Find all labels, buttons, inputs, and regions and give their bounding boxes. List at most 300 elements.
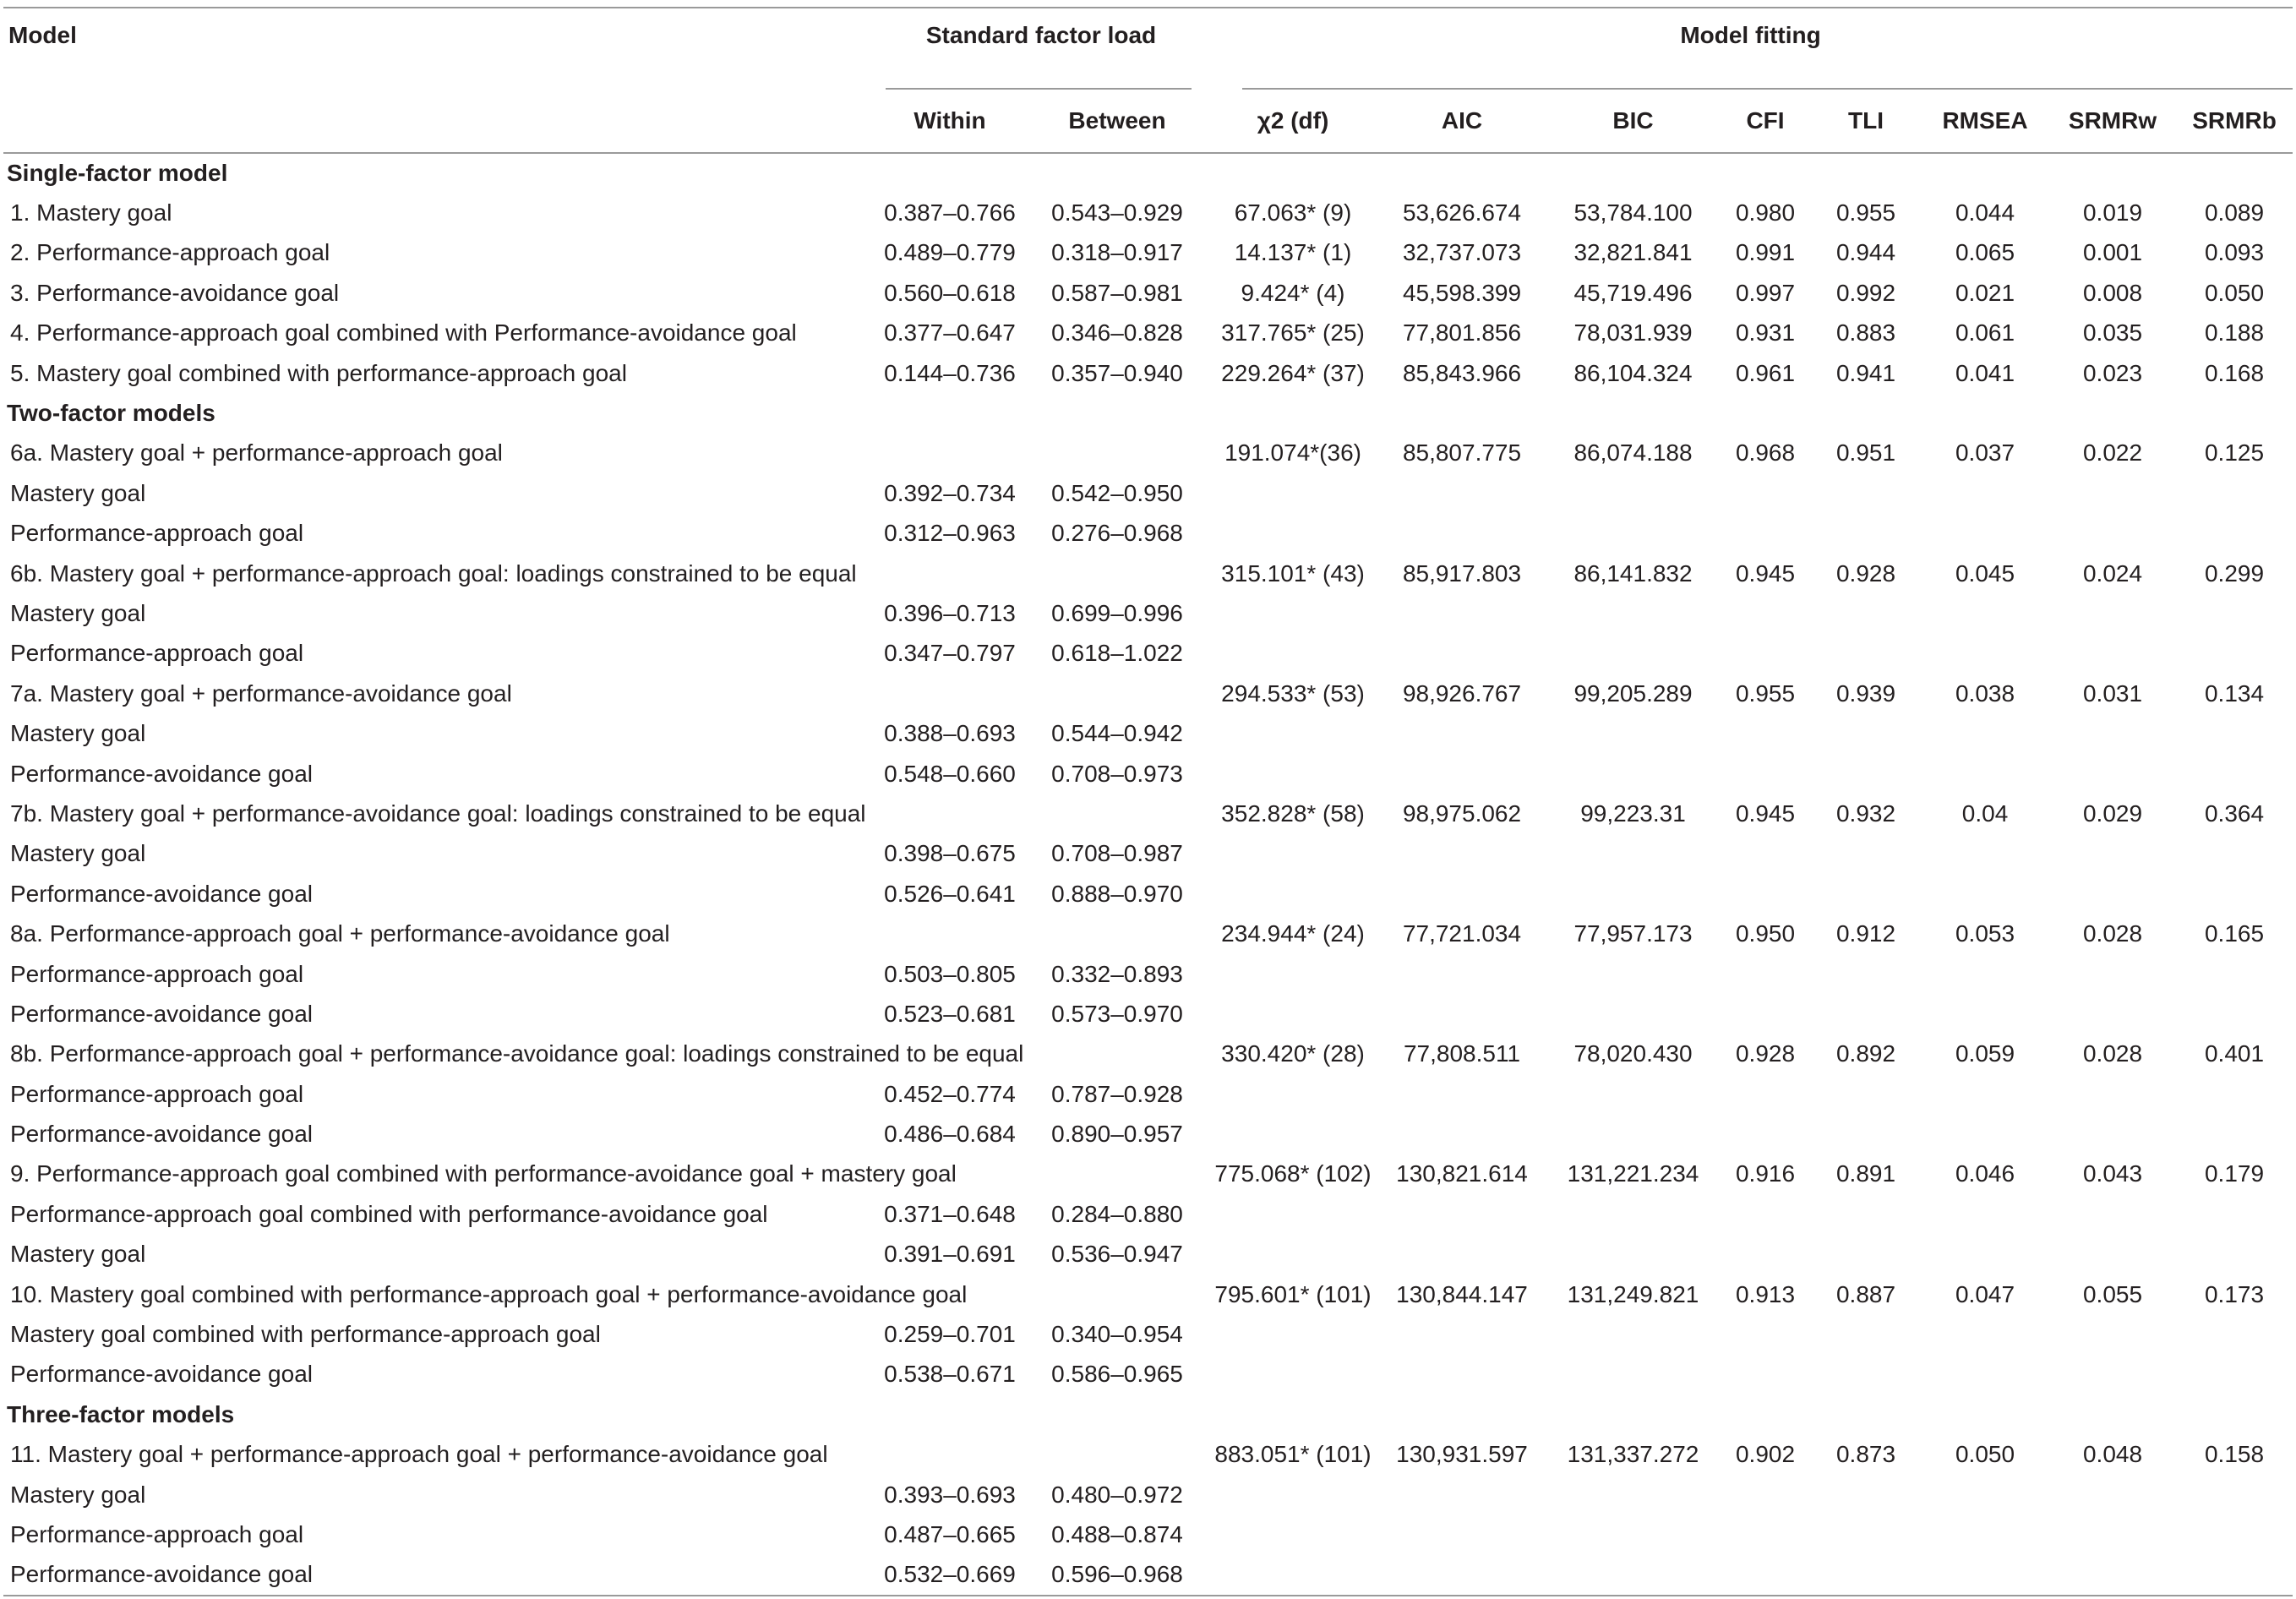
cell-between: 0.536–0.947 [1051,1241,1183,1268]
cell-aic [1377,514,1546,554]
cell-aic: 98,926.767 [1402,679,1522,707]
cell-aic: 77,808.511 [1403,1040,1521,1067]
cell-tli [1811,954,1921,994]
cell-rmsea [1921,1475,2049,1514]
cell-chi2-df [1208,874,1377,914]
cell-rmsea [1921,1114,2049,1154]
cell-srmrb: 0.050 [2204,279,2265,306]
cell-aic [1377,1235,1546,1274]
cell-srmrb [2176,994,2293,1034]
cell-rmsea: 0.047 [1955,1280,2015,1307]
table-row [3,1074,2293,1114]
cell-srmrw: 0.028 [2082,920,2143,947]
cell-between: 0.586–0.965 [1051,1361,1183,1388]
cell-rmsea [1921,514,2049,554]
model-label: Mastery goal [10,599,146,626]
cell-cfi [1720,954,1811,994]
model-label: Mastery goal [10,1241,146,1268]
cell-cfi [1720,1355,1811,1394]
cell-chi2-df: 14.137* (1) [1234,239,1352,266]
cell-tli [1811,1194,1921,1234]
cell-tli [1811,1555,1921,1595]
section-heading: Single-factor model [7,160,228,187]
table-row [3,954,2293,994]
group-underline [1242,88,2293,90]
cell-srmrw [2049,473,2176,513]
table-row [3,1034,2293,1074]
cell-srmrw [2049,1314,2176,1354]
cell-between: 0.708–0.973 [1051,760,1183,787]
cell-within: 0.548–0.660 [884,760,1016,787]
cell-tli [1811,754,1921,794]
cell-srmrw: 0.031 [2082,679,2143,707]
cell-srmrb [2176,1475,2293,1514]
cell-between: 0.787–0.928 [1051,1080,1183,1107]
table-row [3,1475,2293,1514]
cell-within: 0.538–0.671 [884,1361,1016,1388]
cell-chi2-df: 229.264* (37) [1221,359,1365,386]
cell-cfi [1720,473,1811,513]
table-row [3,1314,2293,1354]
cell-srmrw: 0.019 [2082,199,2143,226]
header-cfi: CFI [1746,107,1785,134]
model-label: 3. Performance-avoidance goal [10,279,340,306]
cell-tli: 0.891 [1835,1160,1896,1187]
cell-bic [1546,514,1720,554]
model-label: 9. Performance-approach goal combined with performance-avoidance goal + mastery goal [10,1160,957,1187]
section-row [3,153,2293,193]
cell-bic [1546,473,1720,513]
cell-srmrw [2049,713,2176,753]
cell-between [1026,1034,1208,1074]
cell-bic [1546,1475,1720,1514]
table-row [3,1274,2293,1314]
cell-within: 0.393–0.693 [884,1481,1016,1508]
cell-srmrb [2176,593,2293,633]
cell-srmrw [2049,1555,2176,1595]
cell-srmrb [2176,1074,2293,1114]
cell-bic: 131,337.272 [1567,1441,1699,1468]
model-label: Performance-approach goal combined with performance-avoidance goal [10,1200,768,1227]
cell-cfi: 0.928 [1735,1040,1796,1067]
cell-cfi: 0.955 [1735,679,1796,707]
cell-cfi [1720,1514,1811,1554]
section-row [3,1394,2293,1434]
cell-within: 0.503–0.805 [884,960,1016,987]
cell-between: 0.357–0.940 [1051,359,1183,386]
cell-tli: 0.955 [1835,199,1896,226]
table-row [3,1555,2293,1595]
cell-rmsea: 0.065 [1955,239,2015,266]
cell-rmsea [1921,1235,2049,1274]
cell-srmrb: 0.089 [2204,199,2265,226]
cell-chi2-df: 67.063* (9) [1234,199,1352,226]
cell-srmrw [2049,874,2176,914]
model-label: Performance-avoidance goal [10,1000,313,1027]
cell-within: 0.387–0.766 [884,199,1016,226]
section-heading: Two-factor models [7,400,215,427]
cell-cfi: 0.961 [1735,359,1796,386]
cell-srmrb [2176,514,2293,554]
cell-between: 0.573–0.970 [1051,1000,1183,1027]
cell-chi2-df [1208,514,1377,554]
cell-srmrb [2176,1355,2293,1394]
model-label: Performance-avoidance goal [10,1561,313,1588]
cell-tli [1811,1235,1921,1274]
cell-srmrb: 0.125 [2204,439,2265,467]
cell-chi2-df: 191.074*(36) [1224,439,1361,467]
cell-tli [1811,874,1921,914]
cell-cfi: 0.991 [1735,239,1796,266]
cell-bic [1546,994,1720,1034]
model-label: Mastery goal [10,720,146,747]
table-row [3,634,2293,674]
cell-within: 0.452–0.774 [884,1080,1016,1107]
model-label: 1. Mastery goal [10,199,172,226]
group-underline [886,88,1192,90]
cell-between: 0.284–0.880 [1051,1200,1183,1227]
model-label: Mastery goal [10,1481,146,1508]
cell-bic [1546,1074,1720,1114]
cell-srmrw: 0.028 [2082,1040,2143,1067]
cell-srmrw [2049,1355,2176,1394]
table-row [3,1355,2293,1394]
cell-rmsea [1921,834,2049,874]
header-chi2-df: χ2 (df) [1257,107,1329,134]
cell-bic: 45,719.496 [1573,279,1693,306]
cell-aic [1377,1074,1546,1114]
table-row [3,593,2293,633]
cell-chi2-df [1208,593,1377,633]
cell-chi2-df: 883.051* (101) [1214,1441,1372,1468]
cell-cfi [1720,713,1811,753]
model-label: Performance-approach goal [10,520,304,547]
cell-tli: 0.887 [1835,1280,1896,1307]
cell-aic [1377,1314,1546,1354]
cell-cfi [1720,834,1811,874]
cell-bic [1546,1235,1720,1274]
cell-tli [1811,1114,1921,1154]
cell-chi2-df: 330.420* (28) [1221,1040,1365,1067]
cell-between: 0.699–0.996 [1051,599,1183,626]
cell-within: 0.526–0.641 [884,880,1016,907]
cell-between [1026,554,1208,593]
cell-between [1026,914,1208,953]
model-label: Performance-approach goal [10,1520,304,1547]
cell-between [1026,674,1208,713]
cell-bic [1546,754,1720,794]
cell-srmrb: 0.188 [2204,319,2265,347]
model-label: 6b. Mastery goal + performance-approach goal: loadings constrained to be equal [10,559,857,587]
cell-srmrw [2049,954,2176,994]
cell-srmrw: 0.029 [2082,800,2143,827]
cell-rmsea [1921,874,2049,914]
header-between: Between [1068,107,1166,134]
cell-tli: 0.912 [1835,920,1896,947]
cell-between [1026,1154,1208,1194]
cell-within: 0.144–0.736 [884,359,1016,386]
cell-between: 0.276–0.968 [1051,520,1183,547]
cell-aic [1377,1475,1546,1514]
cell-tli: 0.928 [1835,559,1896,587]
model-label: 4. Performance-approach goal combined with Performance-avoidance goal [10,319,797,347]
table-row [3,794,2293,833]
cell-srmrb [2176,1114,2293,1154]
cell-srmrb [2176,1555,2293,1595]
cell-tli [1811,994,1921,1034]
cell-srmrw [2049,1194,2176,1234]
model-label: 7b. Mastery goal + performance-avoidance goal: loadings constrained to be equal [10,800,866,827]
cell-within: 0.523–0.681 [884,1000,1016,1027]
cell-rmsea [1921,473,2049,513]
cell-aic: 53,626.674 [1402,199,1522,226]
cell-chi2-df [1208,634,1377,674]
cell-rmsea [1921,1194,2049,1234]
header-model-fitting-label: Model fitting [1680,22,1821,48]
cell-cfi [1720,593,1811,633]
cell-cfi: 0.916 [1735,1160,1796,1187]
cell-within [874,434,1026,473]
cell-cfi: 0.945 [1735,559,1796,587]
cell-between: 0.543–0.929 [1051,199,1183,226]
cell-bic: 99,223.31 [1580,800,1686,827]
cell-srmrb: 0.134 [2204,679,2265,707]
cell-aic: 85,843.966 [1402,359,1522,386]
cell-chi2-df [1208,834,1377,874]
cell-within: 0.396–0.713 [884,599,1016,626]
header-standard-factor-load [874,7,1208,90]
cell-srmrw: 0.048 [2082,1441,2143,1468]
cell-srmrw [2049,1114,2176,1154]
cell-cfi [1720,514,1811,554]
table-row [3,353,2293,393]
table-row [3,713,2293,753]
cell-srmrw [2049,754,2176,794]
cell-bic [1546,874,1720,914]
model-label: 7a. Mastery goal + performance-avoidance goal [10,679,512,707]
cell-aic [1377,1355,1546,1394]
cell-bic: 78,031.939 [1573,319,1693,347]
cell-between: 0.332–0.893 [1051,960,1183,987]
cell-chi2-df [1208,1355,1377,1394]
model-label: Mastery goal combined with performance-approach goal [10,1321,601,1348]
cell-rmsea: 0.061 [1955,319,2015,347]
cell-cfi [1720,1314,1811,1354]
cell-chi2-df [1208,713,1377,753]
cell-rmsea: 0.041 [1955,359,2015,386]
cell-rmsea: 0.04 [1961,800,2009,827]
cell-chi2-df [1208,1114,1377,1154]
cell-srmrb [2176,473,2293,513]
cell-tli [1811,1314,1921,1354]
cell-within: 0.388–0.693 [884,720,1016,747]
header-srmrb: SRMRb [2192,107,2277,134]
cell-aic [1377,994,1546,1034]
cell-cfi [1720,874,1811,914]
model-label: 2. Performance-approach goal [10,239,330,266]
cell-srmrb: 0.158 [2204,1441,2265,1468]
cell-within: 0.377–0.647 [884,319,1016,347]
cell-aic [1377,954,1546,994]
cell-bic [1546,834,1720,874]
cell-srmrb [2176,1314,2293,1354]
cell-srmrb: 0.165 [2204,920,2265,947]
cell-tli: 0.932 [1835,800,1896,827]
cell-chi2-df [1208,1314,1377,1354]
cell-between [1026,434,1208,473]
header-srmrw: SRMRw [2068,107,2157,134]
cell-bic: 78,020.430 [1573,1040,1693,1067]
table-row [3,1114,2293,1154]
cell-bic [1546,1355,1720,1394]
cell-tli [1811,514,1921,554]
cell-aic [1377,593,1546,633]
cell-cfi [1720,634,1811,674]
cell-within: 0.486–0.684 [884,1121,1016,1148]
cell-within: 0.391–0.691 [884,1241,1016,1268]
cell-cfi [1720,754,1811,794]
cell-within: 0.259–0.701 [884,1321,1016,1348]
cell-tli [1811,1475,1921,1514]
cell-bic: 131,221.234 [1567,1160,1699,1187]
cell-chi2-df [1208,473,1377,513]
cell-bic [1546,1555,1720,1595]
cell-tli [1811,713,1921,753]
cell-within: 0.560–0.618 [884,279,1016,306]
cell-tli: 0.992 [1835,279,1896,306]
cell-srmrb: 0.093 [2204,239,2265,266]
header-bic: BIC [1612,107,1654,134]
cell-srmrb: 0.401 [2204,1040,2265,1067]
cell-srmrb: 0.364 [2204,800,2265,827]
cell-rmsea [1921,1314,2049,1354]
cell-between: 0.618–1.022 [1051,640,1183,667]
cell-between [1026,1274,1208,1314]
cell-srmrb: 0.173 [2204,1280,2265,1307]
cell-within [874,674,1026,713]
cell-srmrb [2176,954,2293,994]
cell-cfi: 0.902 [1735,1441,1796,1468]
cell-srmrw: 0.024 [2082,559,2143,587]
model-label: 5. Mastery goal combined with performance-approach goal [10,359,627,386]
cell-rmsea: 0.021 [1955,279,2015,306]
cell-aic: 130,844.147 [1396,1280,1528,1307]
cell-srmrb [2176,834,2293,874]
cell-srmrw [2049,1074,2176,1114]
cell-within: 0.347–0.797 [884,640,1016,667]
cell-bic: 99,205.289 [1573,679,1693,707]
cell-chi2-df [1208,1235,1377,1274]
cell-chi2-df [1208,994,1377,1034]
cell-bic [1546,713,1720,753]
model-label: Mastery goal [10,479,146,506]
cell-srmrw: 0.001 [2082,239,2143,266]
cell-srmrw [2049,994,2176,1034]
header-model: Model [8,22,77,48]
cell-srmrw: 0.008 [2082,279,2143,306]
cell-cfi [1720,994,1811,1034]
cell-cfi: 0.931 [1735,319,1796,347]
cell-between: 0.596–0.968 [1051,1561,1183,1588]
cell-srmrb [2176,874,2293,914]
model-label: Mastery goal [10,840,146,867]
cell-chi2-df: 795.601* (101) [1214,1280,1372,1307]
cell-rmsea: 0.059 [1955,1040,2015,1067]
cell-aic [1377,874,1546,914]
cell-bic: 32,821.841 [1573,239,1693,266]
cell-chi2-df: 9.424* (4) [1241,279,1345,306]
cell-within: 0.392–0.734 [884,479,1016,506]
cell-bic [1546,1114,1720,1154]
cell-between: 0.890–0.957 [1051,1121,1183,1148]
cell-aic [1377,1114,1546,1154]
cell-cfi [1720,1555,1811,1595]
cell-srmrb [2176,1514,2293,1554]
cell-aic: 130,931.597 [1396,1441,1528,1468]
model-label: 8a. Performance-approach goal + performance-avoidance goal [10,920,670,947]
cell-cfi: 0.997 [1735,279,1796,306]
model-label: 11. Mastery goal + performance-approach goal + performance-avoidance goal [10,1441,828,1468]
cell-cfi [1720,1114,1811,1154]
table-bottom-rule [3,1595,2293,1596]
table-row [3,1235,2293,1274]
cell-cfi: 0.945 [1735,800,1796,827]
cell-aic [1377,1555,1546,1595]
cell-chi2-df [1208,1555,1377,1595]
header-spacer [3,90,874,153]
table-row [3,1435,2293,1475]
cell-within: 0.487–0.665 [884,1520,1016,1547]
cell-srmrw [2049,1235,2176,1274]
cell-aic: 130,821.614 [1396,1160,1528,1187]
cell-srmrw: 0.035 [2082,319,2143,347]
table-container [3,7,2293,1596]
cell-rmsea [1921,754,2049,794]
cell-within [874,914,1026,953]
cell-rmsea [1921,593,2049,633]
cell-tli [1811,1514,1921,1554]
table-row [3,914,2293,953]
cell-between: 0.587–0.981 [1051,279,1183,306]
cell-bic: 86,141.832 [1573,559,1693,587]
cell-tli [1811,1074,1921,1114]
cell-srmrb: 0.299 [2204,559,2265,587]
cell-rmsea: 0.044 [1955,199,2015,226]
cell-chi2-df [1208,1074,1377,1114]
cell-srmrw [2049,593,2176,633]
cell-srmrw [2049,634,2176,674]
cell-aic [1377,754,1546,794]
cell-tli [1811,593,1921,633]
cell-rmsea [1921,1355,2049,1394]
cell-srmrb [2176,1194,2293,1234]
cell-aic [1377,634,1546,674]
cell-cfi [1720,1235,1811,1274]
cell-between: 0.888–0.970 [1051,880,1183,907]
model-fit-table [3,7,2293,1595]
cell-between: 0.544–0.942 [1051,720,1183,747]
table-row [3,273,2293,313]
cell-chi2-df [1208,1194,1377,1234]
table-row [3,994,2293,1034]
cell-between: 0.488–0.874 [1051,1520,1183,1547]
cell-bic [1546,954,1720,994]
header-tli: TLI [1848,107,1884,134]
cell-tli: 0.883 [1835,319,1896,347]
cell-bic [1546,593,1720,633]
cell-cfi: 0.913 [1735,1280,1796,1307]
cell-rmsea [1921,1555,2049,1595]
